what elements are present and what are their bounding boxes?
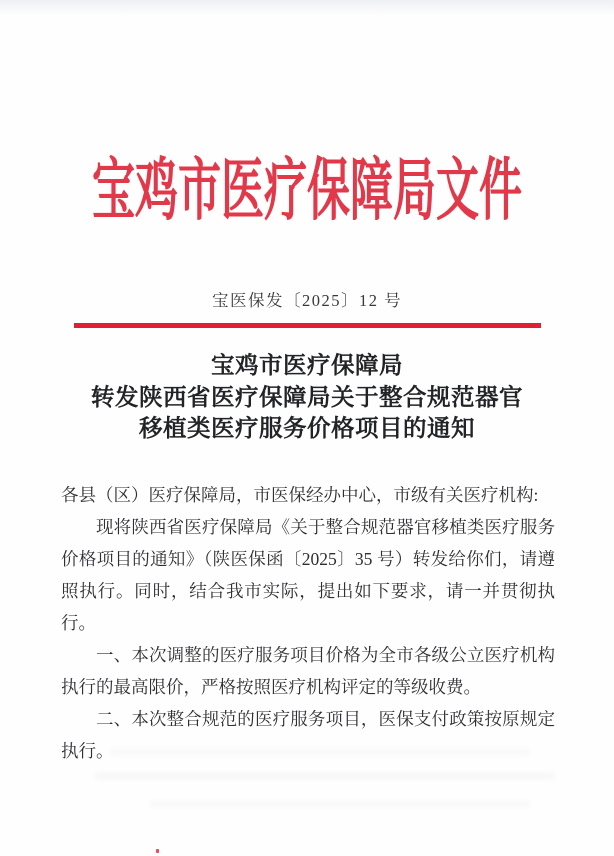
document-body bbox=[61, 479, 555, 767]
red-divider-line bbox=[74, 323, 541, 328]
bleed-through-artifact bbox=[150, 800, 530, 808]
red-ink-speck bbox=[156, 849, 159, 853]
red-header-title-text: 宝鸡市医疗保障局文件 bbox=[92, 155, 522, 230]
red-header-title bbox=[0, 155, 614, 230]
paragraph-2: 一、本次调整的医疗服务项目价格为全市各级公立医疗机构执行的最高限价，严格按照医疗机构评定的等级收费。 bbox=[61, 645, 555, 697]
document-title bbox=[0, 351, 614, 446]
scan-edge-shading bbox=[0, 0, 614, 16]
recipient-line: 各县（区）医疗保障局，市医保经办中心，市级有关医疗机构: bbox=[61, 485, 539, 505]
document-title-line-1: 宝鸡市医疗保障局 bbox=[211, 353, 403, 379]
document-number: 宝医保发〔2025〕12 号 bbox=[211, 291, 403, 310]
paragraph-1: 现将陕西省医疗保障局《关于整合规范器官移植类医疗服务价格项目的通知》（陕医保函〔2025〕35 号）转发给你们，请遵照执行。同时，结合我市实际，提出如下要求，请一并贯彻执行。 bbox=[61, 517, 555, 633]
paragraph-3: 二、本次整合规范的医疗服务项目，医保支付政策按原规定执行。 bbox=[61, 709, 555, 761]
document-title-line-3: 移植类医疗服务价格项目的通知 bbox=[139, 416, 475, 442]
bleed-through-artifact bbox=[95, 772, 555, 780]
document-title-line-2: 转发陕西省医疗保障局关于整合规范器官 bbox=[91, 384, 523, 411]
